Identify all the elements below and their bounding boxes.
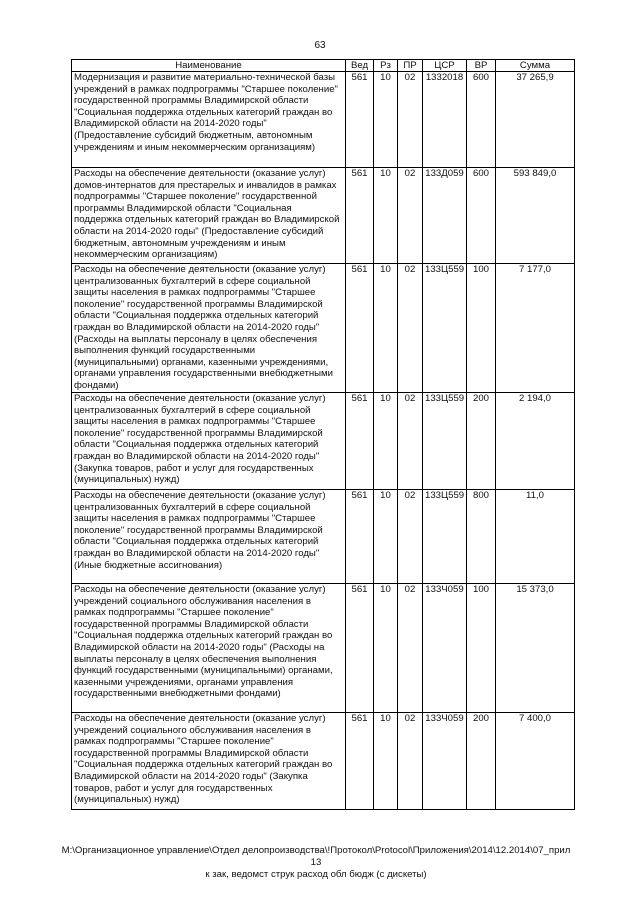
row-ved: 561 (346, 264, 374, 393)
row-ved: 561 (346, 584, 374, 713)
file-path-footer (56, 845, 576, 881)
row-vr: 100 (467, 264, 496, 393)
table-row (72, 393, 575, 490)
row-pr: 02 (398, 490, 423, 584)
row-csr: 133Ц559 (423, 490, 467, 584)
table-row (72, 72, 575, 168)
header-ved: Вед (346, 60, 374, 72)
row-csr: 1332018 (423, 72, 467, 168)
table-row (72, 584, 575, 713)
row-csr: 133Ч059 (423, 584, 467, 713)
row-name: Расходы на обеспечение деятельности (оказание услуг) учреждений социального обслуживания населения в рамках подпрограммы "Старшее поколение" государственной программы Владимирской области "Социальная поддержка отдельных категорий граждан во Владимирской области на 2014-2020 годы" (Закупка товаров, работ и услуг для государственных (муниципальных) нужд) (72, 713, 346, 810)
row-ved: 561 (346, 490, 374, 584)
row-sum: 593 849,0 (496, 168, 575, 264)
row-sum: 7 400,0 (496, 713, 575, 810)
row-rz: 10 (374, 264, 398, 393)
page-number: 63 (314, 40, 326, 51)
row-vr: 200 (467, 393, 496, 490)
row-name: Расходы на обеспечение деятельности (оказание услуг) централизованных бухгалтерий в сфере социальной защиты населения в рамках подпрограммы "Старшее поколение" государственной программы Владимирской области "Социальная поддержка отдельных категорий граждан во Владимирской области на 2014-2020 годы" (Расходы на выплаты персоналу в целях обеспечения выполнения функций государственными (муниципальными) органами, казенными учреждениями, органами управления государственными внебюджетными фондами) (72, 264, 346, 393)
table-row (72, 490, 575, 584)
row-vr: 100 (467, 584, 496, 713)
row-vr: 200 (467, 713, 496, 810)
header-sum: Сумма (496, 60, 575, 72)
file-path-line-1: М:\Организационное управление\Отдел делопроизводства\!Протокол\Protocol\Приложения\2014\12.2014\07_прил 13 (61, 845, 571, 868)
budget-table (71, 59, 575, 810)
table-row (72, 168, 575, 264)
table-row (72, 264, 575, 393)
row-ved: 561 (346, 393, 374, 490)
row-rz: 10 (374, 72, 398, 168)
row-rz: 10 (374, 393, 398, 490)
row-name: Расходы на обеспечение деятельности (оказание услуг) домов-интернатов для престарелых и инвалидов в рамках подпрограммы "Старшее поколение" государственной программы Владимирской области "Социальная поддержка отдельных категорий граждан во Владимирской области на 2014-2020 годы" (Предоставление субсидий бюджетным, автономным учреждениям и иным некоммерческим организациям) (72, 168, 346, 264)
row-csr: 133Ц559 (423, 264, 467, 393)
row-pr: 02 (398, 168, 423, 264)
row-sum: 15 373,0 (496, 584, 575, 713)
header-pr: ПР (398, 60, 423, 72)
row-csr: 133Ч059 (423, 713, 467, 810)
row-csr: 133Д059 (423, 168, 467, 264)
row-ved: 561 (346, 72, 374, 168)
row-pr: 02 (398, 713, 423, 810)
row-rz: 10 (374, 584, 398, 713)
header-name: Наименование (72, 60, 346, 72)
row-pr: 02 (398, 72, 423, 168)
header-rz: Рз (374, 60, 398, 72)
row-sum: 2 194,0 (496, 393, 575, 490)
row-sum: 7 177,0 (496, 264, 575, 393)
row-name: Расходы на обеспечение деятельности (оказание услуг) централизованных бухгалтерий в сфере социальной защиты населения в рамках подпрограммы "Старшее поколение" государственной программы Владимирской области "Социальная поддержка отдельных категорий граждан во Владимирской области на 2014-2020 годы" (Иные бюджетные ассигнования) (72, 490, 346, 584)
row-vr: 600 (467, 72, 496, 168)
row-name: Расходы на обеспечение деятельности (оказание услуг) учреждений социального обслуживания населения в рамках подпрограммы "Старшее поколение" государственной программы Владимирской области "Социальная поддержка отдельных категорий граждан во Владимирской области на 2014-2020 годы" (Расходы на выплаты персоналу в целях обеспечения выполнения функций государственными (муниципальными) органами, казенными учреждениями, органами управления государственными внебюджетными фондами) (72, 584, 346, 713)
table-row (72, 713, 575, 810)
row-vr: 800 (467, 490, 496, 584)
table-header-row (72, 60, 575, 72)
row-name: Расходы на обеспечение деятельности (оказание услуг) централизованных бухгалтерий в сфере социальной защиты населения в рамках подпрограммы "Старшее поколение" государственной программы Владимирской области "Социальная поддержка отдельных категорий граждан во Владимирской области на 2014-2020 годы" (Закупка товаров, работ и услуг для государственных (муниципальных) нужд) (72, 393, 346, 490)
row-name: Модернизация и развитие материально-технической базы учреждений в рамках подпрограммы "Старшее поколение" государственной программы Владимирской области "Социальная поддержка отдельных категорий граждан во Владимирской области на 2014-2020 годы" (Предоставление субсидий бюджетным, автономным учреждениям и иным некоммерческим организациям) (72, 72, 346, 168)
row-sum: 11,0 (496, 490, 575, 584)
row-csr: 133Ц559 (423, 393, 467, 490)
header-csr: ЦСР (423, 60, 467, 72)
file-path-line-2: к зак, ведомст струк расход обл бюдж (с дискеты) (205, 869, 427, 880)
row-rz: 10 (374, 168, 398, 264)
row-pr: 02 (398, 393, 423, 490)
row-pr: 02 (398, 584, 423, 713)
row-rz: 10 (374, 713, 398, 810)
row-sum: 37 265,9 (496, 72, 575, 168)
row-ved: 561 (346, 168, 374, 264)
row-rz: 10 (374, 490, 398, 584)
row-pr: 02 (398, 264, 423, 393)
row-ved: 561 (346, 713, 374, 810)
header-vr: ВР (467, 60, 496, 72)
row-vr: 600 (467, 168, 496, 264)
